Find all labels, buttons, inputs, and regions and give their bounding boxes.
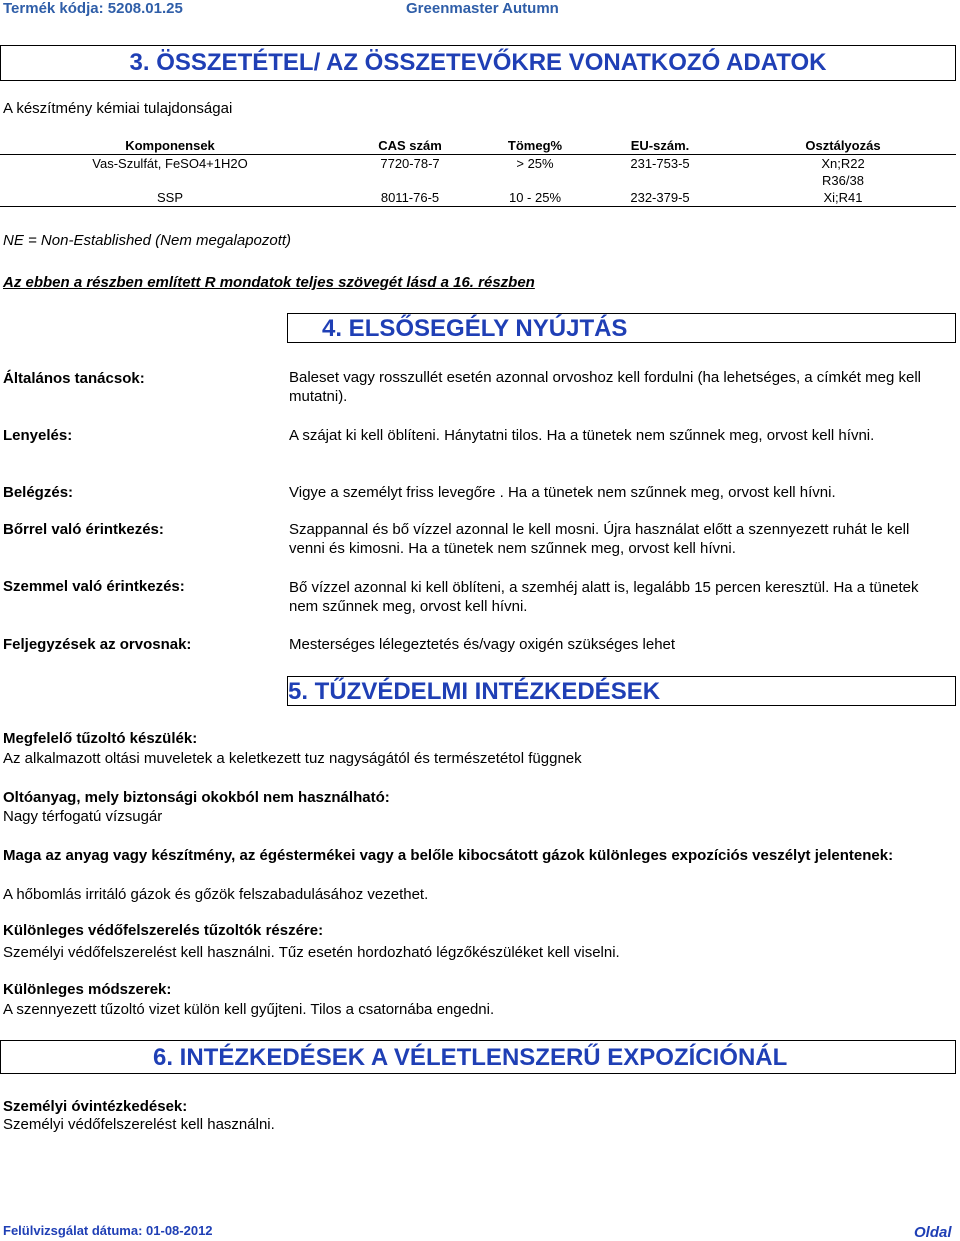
- col-weight: Tömeg%: [480, 137, 590, 155]
- personal-precautions-heading: Személyi óvintézkedések:: [3, 1098, 188, 1115]
- cell: Xi;R41: [730, 189, 956, 207]
- col-cas: CAS szám: [340, 137, 480, 155]
- special-hazards-heading: Maga az anyag vagy készítmény, az égéstermékei vagy a belőle kibocsátott gázok különleges expozíciós veszélyt jelentenek:: [3, 847, 894, 864]
- cell: SSP: [0, 189, 340, 207]
- col-components: Komponensek: [0, 137, 340, 155]
- skin-contact-label: Bőrrel való érintkezés:: [3, 521, 164, 538]
- revision-date: Felülvizsgálat dátuma: 01-08-2012: [3, 1223, 213, 1238]
- notes-to-physician-text: Mesterséges lélegeztetés és/vagy oxigén szükséges lehet: [289, 636, 676, 653]
- col-eu: EU-szám.: [590, 137, 730, 155]
- ingestion-label: Lenyelés:: [3, 427, 73, 444]
- cell: [0, 172, 340, 189]
- protective-equipment-heading: Különleges védőfelszerelés tűzoltók részére:: [3, 922, 324, 939]
- table-header-row: [0, 137, 956, 155]
- unsuitable-media-heading: Oltóanyag, mely biztonsági okokból nem használható:: [3, 789, 390, 806]
- composition-table: [0, 137, 956, 207]
- special-hazards-text: A hőbomlás irritáló gázok és gőzök felszabadulásához vezethet.: [3, 886, 429, 903]
- ne-note: NE = Non-Established (Nem megalapozott): [3, 232, 292, 249]
- personal-precautions-text: Személyi védőfelszerelést kell használni.: [3, 1116, 275, 1133]
- cell: 10 - 25%: [480, 189, 590, 207]
- unsuitable-media-text: Nagy térfogatú vízsugár: [3, 808, 163, 825]
- notes-to-physician-label: Feljegyzések az orvosnak:: [3, 636, 192, 653]
- cell: [590, 172, 730, 189]
- cell: Xn;R22: [821, 156, 865, 171]
- inhalation-text: Vigye a személyt friss levegőre . Ha a tünetek nem szűnnek meg, orvost kell hívni.: [289, 484, 836, 501]
- page-label: Oldal: [914, 1224, 952, 1241]
- col-classification: Osztályozás: [730, 137, 956, 155]
- inhalation-label: Belégzés:: [3, 484, 74, 501]
- skin-contact-text: Szappannal és bő vízzel azonnal le kell mosni. Újra használat előtt a szennyezett ruhát le kell venni és kimosni. Ha a tünetek nem szűnnek meg, orvost kell hívni.: [289, 521, 910, 557]
- product-code: Termék kódja: 5208.01.25: [3, 0, 183, 17]
- table-row: [0, 155, 956, 173]
- section-4-title: 4. ELSŐSEGÉLY NYÚJTÁS: [287, 313, 956, 343]
- cell: [340, 172, 480, 189]
- ingestion-text: A szájat ki kell öblíteni. Hánytatni tilos. Ha a tünetek nem szűnnek meg, orvost kell hívni.: [289, 427, 875, 444]
- section-5-title: 5. TŰZVÉDELMI INTÉZKEDÉSEK: [287, 676, 956, 706]
- cell: 232-379-5: [590, 189, 730, 207]
- extinguishing-media-heading: Megfelelő tűzoltó készülék:: [3, 730, 198, 747]
- r-phrases-note: Az ebben a részben említett R mondatok teljes szövegét lásd a 16. részben: [3, 274, 535, 291]
- cell: 7720-78-7: [380, 156, 440, 171]
- table-row: [0, 189, 956, 207]
- section-6-title: 6. INTÉZKEDÉSEK A VÉLETLENSZERŰ EXPOZÍCIÓNÁL: [0, 1040, 956, 1074]
- special-methods-text: A szennyezett tűzoltó vizet külön kell gyűjteni. Tilos a csatornába engedni.: [3, 1001, 495, 1018]
- cell: R36/38: [822, 173, 864, 188]
- section-3-subtitle: A készítmény kémiai tulajdonságai: [3, 100, 233, 117]
- section-3-title: 3. ÖSSZETÉTEL/ AZ ÖSSZETEVŐKRE VONATKOZÓ ADATOK: [0, 45, 956, 81]
- extinguishing-media-text: Az alkalmazott oltási muveletek a keletkezett tuz nagyságától és természetétol függnek: [3, 750, 582, 767]
- product-name: Greenmaster Autumn: [406, 0, 559, 17]
- cell: Vas-Szulfát, FeSO4+1H2O: [92, 156, 248, 171]
- table-row: [0, 172, 956, 189]
- eye-contact-text: Bő vízzel azonnal ki kell öblíteni, a szemhéj alatt is, legalább 15 percen keresztül. Ha a tünetek nem szűnnek meg, orvost kell hívni.: [289, 579, 919, 615]
- eye-contact-label: Szemmel való érintkezés:: [3, 578, 185, 595]
- general-advice-text: Baleset vagy rosszullét esetén azonnal orvoshoz kell fordulni (ha lehetséges, a címkét meg kell mutatni).: [289, 369, 921, 405]
- special-methods-heading: Különleges módszerek:: [3, 981, 172, 998]
- cell: > 25%: [516, 156, 554, 171]
- cell: 231-753-5: [630, 156, 690, 171]
- cell: [480, 172, 590, 189]
- protective-equipment-text: Személyi védőfelszerelést kell használni. Tűz esetén hordozható légzőkészüléket kell viselni.: [3, 944, 620, 961]
- general-advice-label: Általános tanácsok:: [3, 370, 145, 387]
- cell: 8011-76-5: [340, 189, 480, 207]
